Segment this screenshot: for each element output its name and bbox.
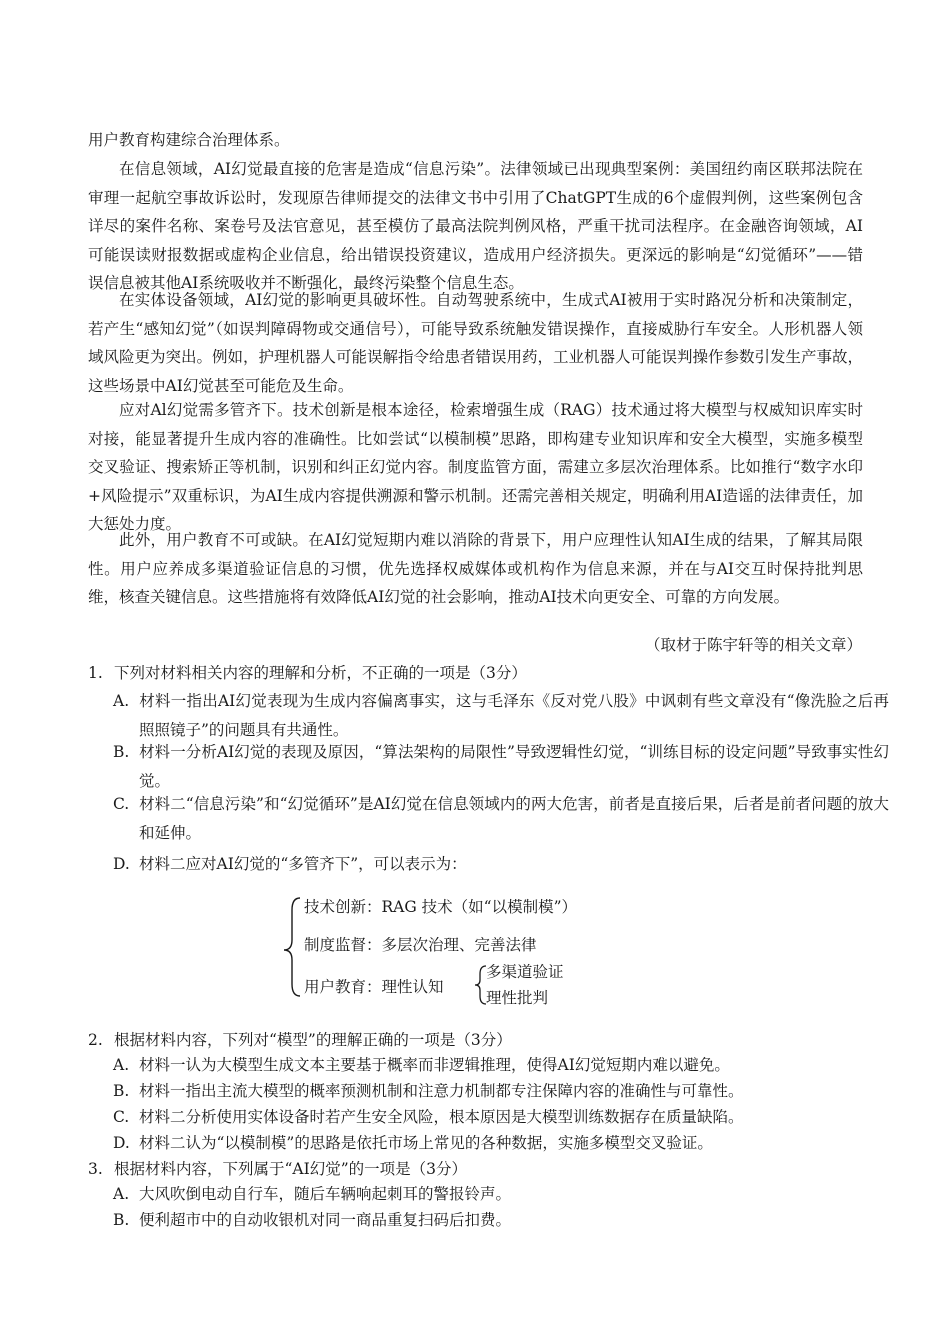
question-stem <box>88 1155 863 1183</box>
main-brace <box>284 898 300 996</box>
source-citation: （取材于陈宇轩等的相关文章） <box>644 636 862 654</box>
option-letter: B. <box>113 1082 130 1100</box>
question-number: 3. <box>88 1160 103 1178</box>
option-text: 便利超市中的自动收银机对同一商品重复扫码后扣费。 <box>139 1211 512 1229</box>
diagram-regulation: 制度监督：多层次治理、完善法律 <box>304 936 537 954</box>
question-stem <box>88 1026 863 1054</box>
diagram-user-education: 用户教育：理性认知 <box>304 978 444 996</box>
option-text: 材料二“信息污染”和“幻觉循环”是AI幻觉在信息领域内的两大危害，前者是直接后果，后者是前者问题的放大和延伸。 <box>139 795 889 842</box>
passage-paragraph: 此外，用户教育不可或缺。在AI幻觉短期内难以消除的背景下，用户应理性认知AI生成的结果，了解其局限性。用户应养成多渠道验证信息的习惯，优先选择权威媒体或机构作为信息来源，并在与AI交互时保持批判思维，核查关键信息。这些措施将有效降低AI幻觉的社会影响，推动AI技术向更安全、可靠的方向发展。 <box>88 531 863 606</box>
answer-option <box>113 1051 889 1080</box>
answer-option <box>113 738 889 795</box>
option-text: 材料二认为“以模制模”的思路是依托市场上常见的各种数据，实施多模型交叉验证。 <box>139 1134 713 1152</box>
option-letter: A. <box>113 692 130 710</box>
question-number: 2. <box>88 1031 103 1049</box>
answer-option <box>113 1180 889 1209</box>
passage-paragraph: 在实体设备领域，AI幻觉的影响更具破坏性。自动驾驶系统中，生成式AI被用于实时路况分析和决策制定，若产生“感知幻觉”（如误判障碍物或交通信号），可能导致系统触发错误操作，直接威胁行车安全。人形机器人领域风险更为突出。例如，护理机器人可能误解指令给患者错误用药，工业机器人可能误判操作参数引发生产事故，这些场景中AI幻觉甚至可能危及生命。 <box>88 291 864 395</box>
option-letter: D. <box>113 855 130 873</box>
option-text: 材料一指出AI幻觉表现为生成内容偏离事实，这与毛泽东《反对党八股》中讽刺有些文章没有“像洗脸之后再照照镜子”的问题具有共通性。 <box>139 692 889 739</box>
answer-option <box>113 687 889 744</box>
answer-option <box>113 850 889 879</box>
diagram-tech-innovation: 技术创新：RAG 技术（如“以模制模”） <box>304 898 578 916</box>
option-text: 材料一认为大模型生成文本主要基于概率而非逻辑推理，使得AI幻觉短期内难以避免。 <box>139 1056 730 1074</box>
option-letter: B. <box>113 1211 130 1229</box>
answer-option <box>113 1129 889 1158</box>
passage-paragraph: 在信息领域，AI幻觉最直接的危害是造成“信息污染”。法律领域已出现典型案例：美国纽约南区联邦法院在审理一起航空事故诉讼时，发现原告律师提交的法律文书中引用了ChatGPT生成的6个虚假判例，这些案例包含详尽的案件名称、案卷号及法官意见，甚至模仿了最高法院判例风格，严重干扰司法程序。在金融咨询领域，AI可能误读财报数据或虚构企业信息，给出错误投资建议，造成用户经济损失。更深远的影响是“幻觉循环”——错误信息被其他AI系统吸收并不断强化，最终污染整个信息生态。 <box>88 160 863 292</box>
option-text: 材料二应对AI幻觉的“多管齐下”，可以表示为： <box>139 855 467 873</box>
measures-brace-diagram <box>280 888 620 1018</box>
option-text: 材料一分析AI幻觉的表现及原因，“算法架构的局限性”导致逻辑性幻觉，“训练目标的设定问题”导致事实性幻觉。 <box>139 743 889 790</box>
passage-paragraph: 应对Al幻觉需多管齐下。技术创新是根本途径，检索增强生成（RAG）技术通过将大模型与权威知识库实时对接，能显著提升生成内容的准确性。比如尝试“以模制模”思路，即构建专业知识库和安全大模型，实施多模型交叉验证、搜索矫正等机制，识别和纠正幻觉内容。制度监管方面，需建立多层次治理体系。比如推行“数字水印+风险提示”双重标识，为AI生成内容提供溯源和警示机制。还需完善相关规定，明确利用AI造谣的法律责任，加大惩处力度。 <box>88 401 863 533</box>
question-text: 根据材料内容，下列属于“AI幻觉”的一项是（3分） <box>114 1160 468 1178</box>
question-number: 1. <box>88 664 103 682</box>
option-text: 大风吹倒电动自行车，随后车辆响起刺耳的警报铃声。 <box>139 1185 512 1203</box>
answer-option <box>113 1077 889 1106</box>
diagram-multi-channel: 多渠道验证 <box>486 963 564 981</box>
option-letter: B. <box>113 743 130 761</box>
sub-brace <box>475 966 486 1004</box>
answer-option <box>113 1103 889 1132</box>
option-text: 材料二分析使用实体设备时若产生安全风险，根本原因是大模型训练数据存在质量缺陷。 <box>139 1108 744 1126</box>
option-letter: A. <box>113 1185 130 1203</box>
option-letter: C. <box>113 795 130 813</box>
question-text: 根据材料内容，下列对“模型”的理解正确的一项是（3分） <box>114 1031 512 1049</box>
answer-option <box>113 790 889 847</box>
question-stem <box>88 659 863 687</box>
passage-paragraph: 用户教育构建综合治理体系。 <box>88 131 290 149</box>
option-text: 材料一指出主流大模型的概率预测机制和注意力机制都专注保障内容的准确性与可靠性。 <box>139 1082 744 1100</box>
question-text: 下列对材料相关内容的理解和分析，不正确的一项是（3分） <box>114 664 527 682</box>
diagram-critical-thinking: 理性批判 <box>486 989 549 1007</box>
option-letter: C. <box>113 1108 130 1126</box>
answer-option <box>113 1206 889 1235</box>
option-letter: D. <box>113 1134 130 1152</box>
option-letter: A. <box>113 1056 130 1074</box>
